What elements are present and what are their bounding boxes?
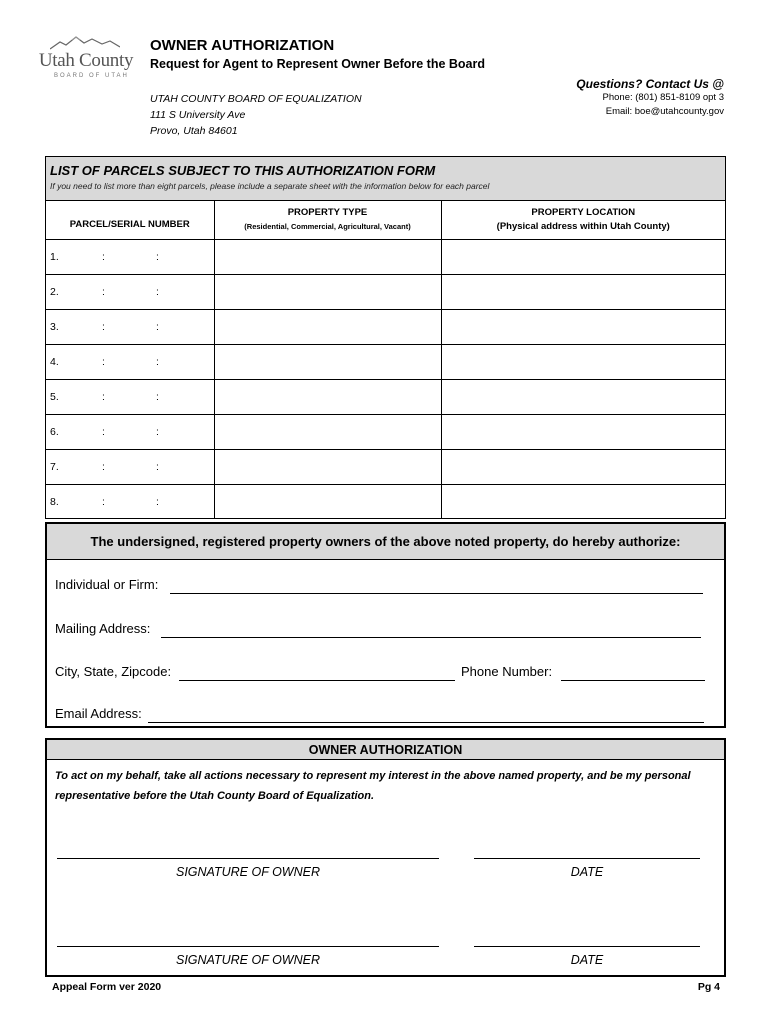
page-number: Pg 4 (697, 981, 720, 993)
email-label: Email Address: (55, 706, 142, 721)
parcel-number-cell[interactable]: 2. : : (46, 274, 214, 309)
property-location-cell[interactable] (441, 274, 725, 309)
property-location-cell[interactable] (441, 309, 725, 344)
owner-signature-line[interactable] (57, 858, 439, 859)
individual-field (55, 577, 158, 592)
authorize-section (45, 522, 726, 728)
signature-label: SIGNATURE OF OWNER (176, 865, 320, 879)
city-input[interactable] (179, 680, 455, 681)
date-line[interactable] (474, 858, 700, 859)
parcel-number-cell[interactable]: 5. : : (46, 379, 214, 414)
logo-subtitle: BOARD OF UTAH (54, 73, 129, 79)
col-parcel-number: PARCEL/SERIAL NUMBER (46, 201, 214, 239)
page-subtitle: Request for Agent to Represent Owner Before the Board (150, 57, 485, 71)
table-row (46, 484, 725, 519)
date-line[interactable] (474, 946, 700, 947)
mountain-icon (50, 36, 120, 50)
phone-label: Phone Number: (461, 664, 553, 679)
phone-field (461, 664, 552, 679)
date-label: DATE (570, 865, 604, 879)
table-row (46, 379, 725, 414)
address-line: UTAH COUNTY BOARD OF EQUALIZATION (150, 93, 362, 105)
parcel-table (46, 201, 725, 519)
parcel-number-cell[interactable]: 1. : : (46, 239, 214, 274)
property-type-cell[interactable] (214, 484, 441, 519)
email-input[interactable] (148, 722, 704, 723)
page-title: OWNER AUTHORIZATION (150, 37, 335, 54)
parcel-section-note: If you need to list more than eight parcels, please include a separate sheet with the information below for each parcel (50, 181, 490, 191)
property-type-cell[interactable] (214, 449, 441, 484)
authorize-heading: The undersigned, registered property owners of the above noted property, do hereby authorize: (47, 524, 724, 560)
property-type-cell[interactable] (214, 239, 441, 274)
owner-signature-line[interactable] (57, 946, 439, 947)
col-property-type: PROPERTY TYPE (Residential, Commercial, Agricultural, Vacant) (214, 201, 441, 239)
logo-name: Utah County (38, 50, 134, 71)
owner-authorization-text: To act on my behalf, take all actions necessary to represent my interest in the above named property, and be my personal representative before the Utah County Board of Equalization. (55, 770, 691, 802)
col-property-location: PROPERTY LOCATION (Physical address within Utah County) (441, 201, 725, 239)
property-location-cell[interactable] (441, 239, 725, 274)
mailing-label: Mailing Address: (55, 621, 151, 636)
contact-email[interactable]: Email: boe@utahcounty.gov (605, 106, 724, 117)
property-type-cell[interactable] (214, 309, 441, 344)
address-line: 111 S University Ave (150, 109, 246, 121)
property-location-cell[interactable] (441, 449, 725, 484)
parcel-number-cell[interactable]: 3. : : (46, 309, 214, 344)
property-location-cell[interactable] (441, 414, 725, 449)
owner-authorization-section (45, 738, 726, 977)
property-type-cell[interactable] (214, 274, 441, 309)
parcel-list-section (45, 156, 726, 519)
parcel-number-cell[interactable]: 6. : : (46, 414, 214, 449)
city-label: City, State, Zipcode: (55, 664, 172, 679)
property-type-cell[interactable] (214, 379, 441, 414)
table-row (46, 344, 725, 379)
mailing-input[interactable] (161, 637, 701, 638)
property-location-cell[interactable] (441, 484, 725, 519)
signature-label: SIGNATURE OF OWNER (176, 953, 320, 967)
table-row (46, 309, 725, 344)
date-label: DATE (570, 953, 604, 967)
parcel-number-cell[interactable]: 7. : : (46, 449, 214, 484)
contact-phone: Phone: (801) 851-8109 opt 3 (602, 92, 724, 103)
parcel-number-cell[interactable]: 8. : : (50, 495, 159, 508)
owner-authorization-heading: OWNER AUTHORIZATION (47, 740, 724, 760)
table-row (46, 239, 725, 274)
parcel-section-header (46, 157, 725, 201)
city-field (55, 664, 171, 679)
address-line: Provo, Utah 84601 (150, 125, 238, 137)
property-location-cell[interactable] (441, 344, 725, 379)
parcel-section-title: LIST OF PARCELS SUBJECT TO THIS AUTHORIZATION FORM (50, 163, 436, 178)
phone-input[interactable] (561, 680, 705, 681)
contact-block (576, 77, 724, 119)
property-type-cell[interactable] (214, 344, 441, 379)
table-row (46, 414, 725, 449)
property-type-cell[interactable] (214, 414, 441, 449)
property-location-cell[interactable] (441, 379, 725, 414)
contact-question: Questions? Contact Us @ (576, 77, 724, 91)
form-version: Appeal Form ver 2020 (52, 981, 162, 993)
individual-input[interactable] (170, 593, 703, 594)
email-field (55, 706, 142, 721)
table-row (46, 449, 725, 484)
parcel-table-header (46, 201, 725, 239)
board-address (150, 91, 362, 139)
mailing-field (55, 621, 150, 636)
parcel-number-cell[interactable]: 4. : : (46, 344, 214, 379)
individual-label: Individual or Firm: (55, 577, 159, 592)
table-row (46, 274, 725, 309)
utah-county-logo (36, 36, 136, 96)
